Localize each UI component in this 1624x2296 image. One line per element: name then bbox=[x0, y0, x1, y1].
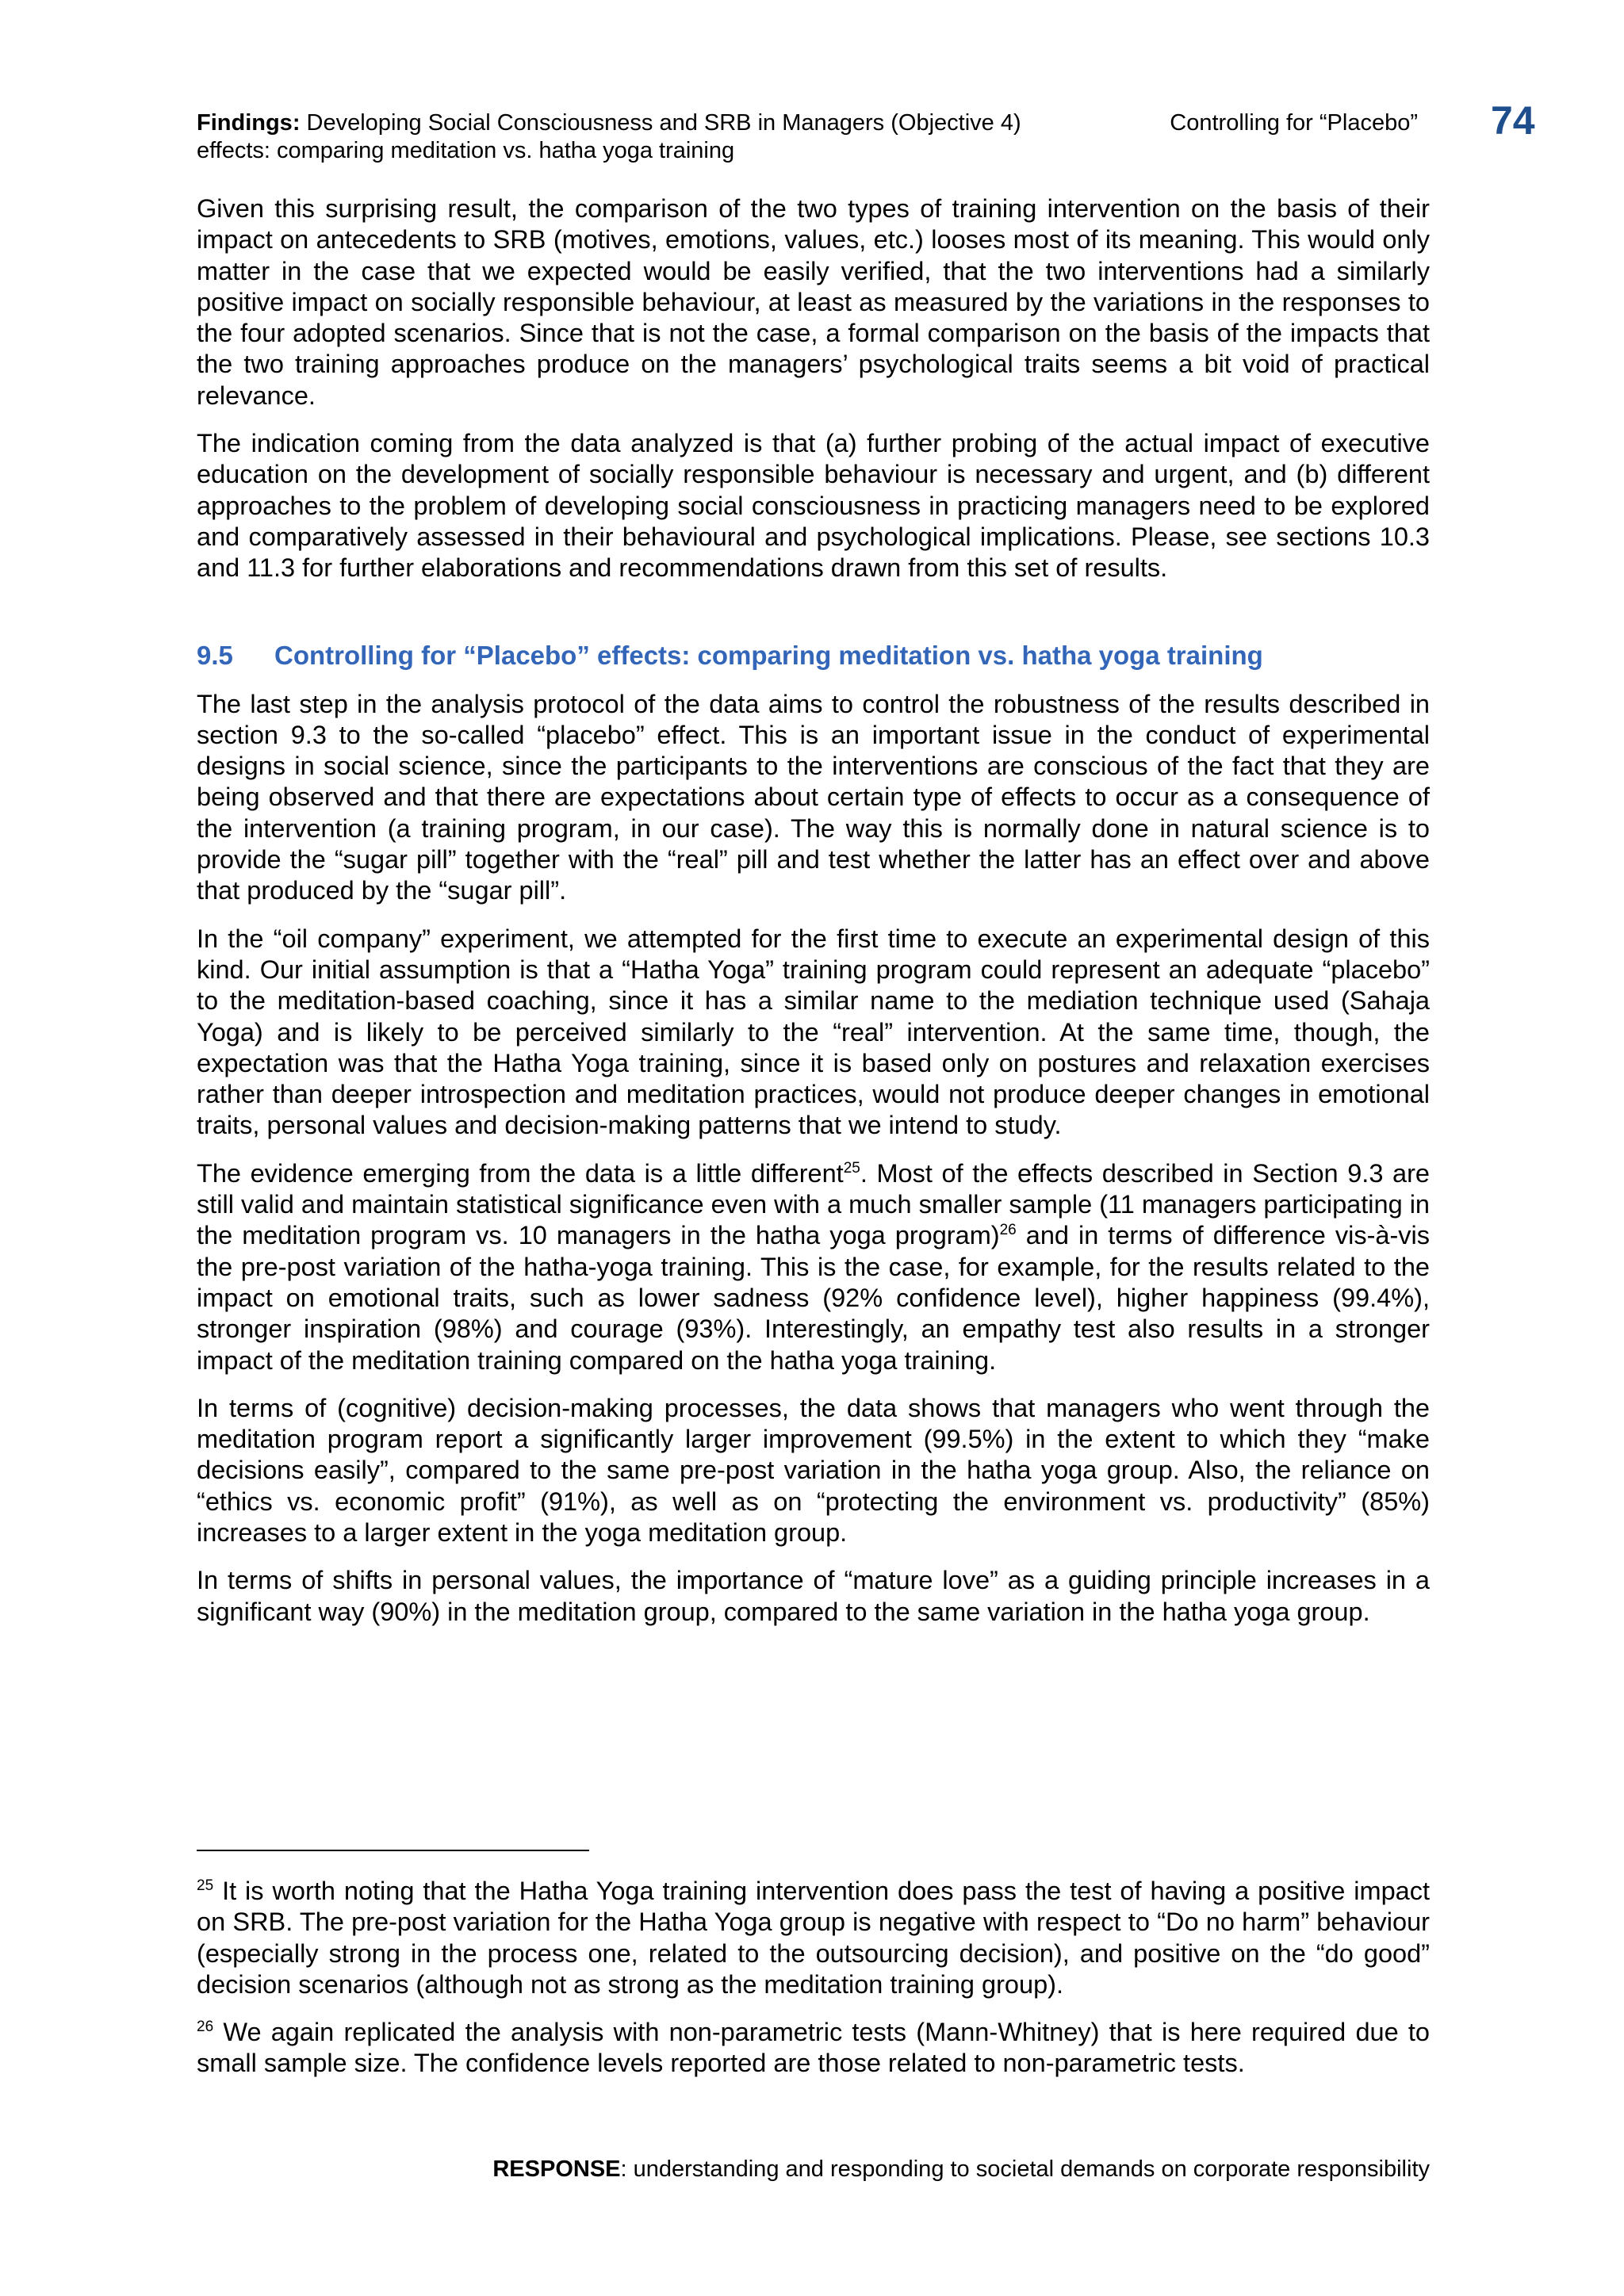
footnote-26 bbox=[197, 2017, 1430, 2080]
footnote-26-text: We again replicated the analysis with non-parametric tests (Mann-Whitney) that is here required due to small sample size. The confidence levels reported are those related to non-parametric tests. bbox=[197, 2018, 1430, 2078]
section-heading bbox=[197, 640, 1430, 672]
section-title: Controlling for “Placebo” effects: comparing meditation vs. hatha yoga training bbox=[274, 640, 1263, 670]
footnote-separator bbox=[197, 1850, 589, 1851]
paragraph-5 bbox=[197, 1158, 1430, 1376]
running-footer bbox=[427, 2155, 1430, 2183]
footnote-25 bbox=[197, 1876, 1430, 2000]
paragraph-5-part-b: . Most of the effects described in Section 9.3 are still valid and maintain statistical significance even with a much smaller sample (11 managers participating in the meditation program vs. 10 managers in the hatha yoga program) bbox=[197, 1158, 1430, 1250]
footnote-ref-25[interactable]: 25 bbox=[843, 1159, 860, 1177]
header-title-line1: Developing Social Consciousness and SRB in Managers (Objective 4) bbox=[300, 110, 1021, 136]
paragraph-4: In the “oil company” experiment, we attempted for the first time to execute an experimental design of this kind. Our initial assumption is that a “Hatha Yoga” training program could represent an adequate “placebo” to the meditation-based coaching, since it has a similar name to the mediation technique used (Sahaja Yoga) and is likely to be perceived similarly to the “real” intervention. At the same time, though, the expectation was that the Hatha Yoga training, since it is based only on postures and relaxation exercises rather than deeper introspection and meditation practices, would not produce deeper changes in emotional traits, personal values and decision-making patterns that we intend to study. bbox=[197, 924, 1430, 1140]
footnote-25-text: It is worth noting that the Hatha Yoga training intervention does pass the test of having a positive impact on SRB. The pre-post variation for the Hatha Yoga group is negative with respect to “Do no harm” behaviour (especially strong in the process one, related to the outsourcing decision), and positive on the “do good” decision scenarios (although not as strong as the meditation training group). bbox=[197, 1877, 1430, 1999]
paragraph-3: The last step in the analysis protocol of the data aims to control the robustness of the results described in section 9.3 to the so-called “placebo” effect. This is an important issue in the conduct of experimental designs in social science, since the participants to the interventions are conscious of the fact that they are being observed and that there are expectations about certain type of effects to occur as a consequence of the intervention (a training program, in our case). The way this is normally done in natural science is to provide the “sugar pill” together with the “real” pill and test whether the latter has an effect over and above that produced by the “sugar pill”. bbox=[197, 689, 1430, 905]
footer-text: : understanding and responding to societal demands on corporate responsibility bbox=[620, 2156, 1430, 2182]
header-title bbox=[197, 109, 1021, 137]
header-label: Findings: bbox=[197, 110, 301, 136]
paragraph-5-part-a: The evidence emerging from the data is a little different bbox=[197, 1158, 844, 1188]
footnote-ref-26[interactable]: 26 bbox=[999, 1222, 1017, 1239]
footer-label: RESPONSE bbox=[492, 2156, 621, 2182]
main-content bbox=[197, 193, 1430, 1644]
running-header bbox=[197, 109, 1418, 165]
footnote-26-number: 26 bbox=[197, 2019, 214, 2036]
footnotes bbox=[197, 1876, 1430, 2096]
paragraph-2: The indication coming from the data analyzed is that (a) further probing of the actual impact of executive education on the development of socially responsible behaviour is necessary and urgent, and (b) different approaches to the problem of developing social consciousness in practicing managers need to be explored and comparatively assessed in their behavioural and psychological implications. Please, see sections 10.3 and 11.3 for further elaborations and recommendations drawn from this set of results. bbox=[197, 429, 1430, 583]
section-number: 9.5 bbox=[197, 640, 233, 670]
header-title-line2: effects: comparing meditation vs. hatha yoga training bbox=[197, 138, 735, 163]
paragraph-1: Given this surprising result, the comparison of the two types of training intervention on the basis of their impact on antecedents to SRB (motives, emotions, values, etc.) looses most of its meaning. This would only matter in the case that we expected would be easily verified, that the two interventions had a similarly positive impact on socially responsible behaviour, at least as measured by the variations in the responses to the four adopted scenarios. Since that is not the case, a formal comparison on the basis of the impacts that the two training approaches produce on the managers’ psychological traits seems a bit void of practical relevance. bbox=[197, 194, 1430, 410]
footnote-25-number: 25 bbox=[197, 1877, 214, 1895]
header-right-title: Controlling for “Placebo” bbox=[1170, 110, 1418, 136]
page-number: 74 bbox=[1491, 98, 1535, 143]
paragraph-7: In terms of shifts in personal values, the importance of “mature love” as a guiding principle increases in a significant way (90%) in the meditation group, compared to the same variation in the hatha yoga group. bbox=[197, 1566, 1430, 1626]
paragraph-6: In terms of (cognitive) decision-making processes, the data shows that managers who went through the meditation program report a significantly larger improvement (99.5%) in the extent to which they “make decisions easily”, compared to the same pre-post variation in the hatha yoga group. Also, the reliance on “ethics vs. economic profit” (91%), as well as on “protecting the environment vs. productivity” (85%) increases to a larger extent in the yoga meditation group. bbox=[197, 1393, 1430, 1547]
paragraph-5-part-c: and in terms of difference vis-à-vis the pre-post variation of the hatha-yoga training. This is the case, for example, for the results related to the impact on emotional traits, such as lower sadness (92% confidence level), higher happiness (99.4%), stronger inspiration (98%) and courage (93%). Interestingly, an empathy test also results in a stronger impact of the meditation training compared on the hatha yoga training. bbox=[197, 1221, 1431, 1375]
